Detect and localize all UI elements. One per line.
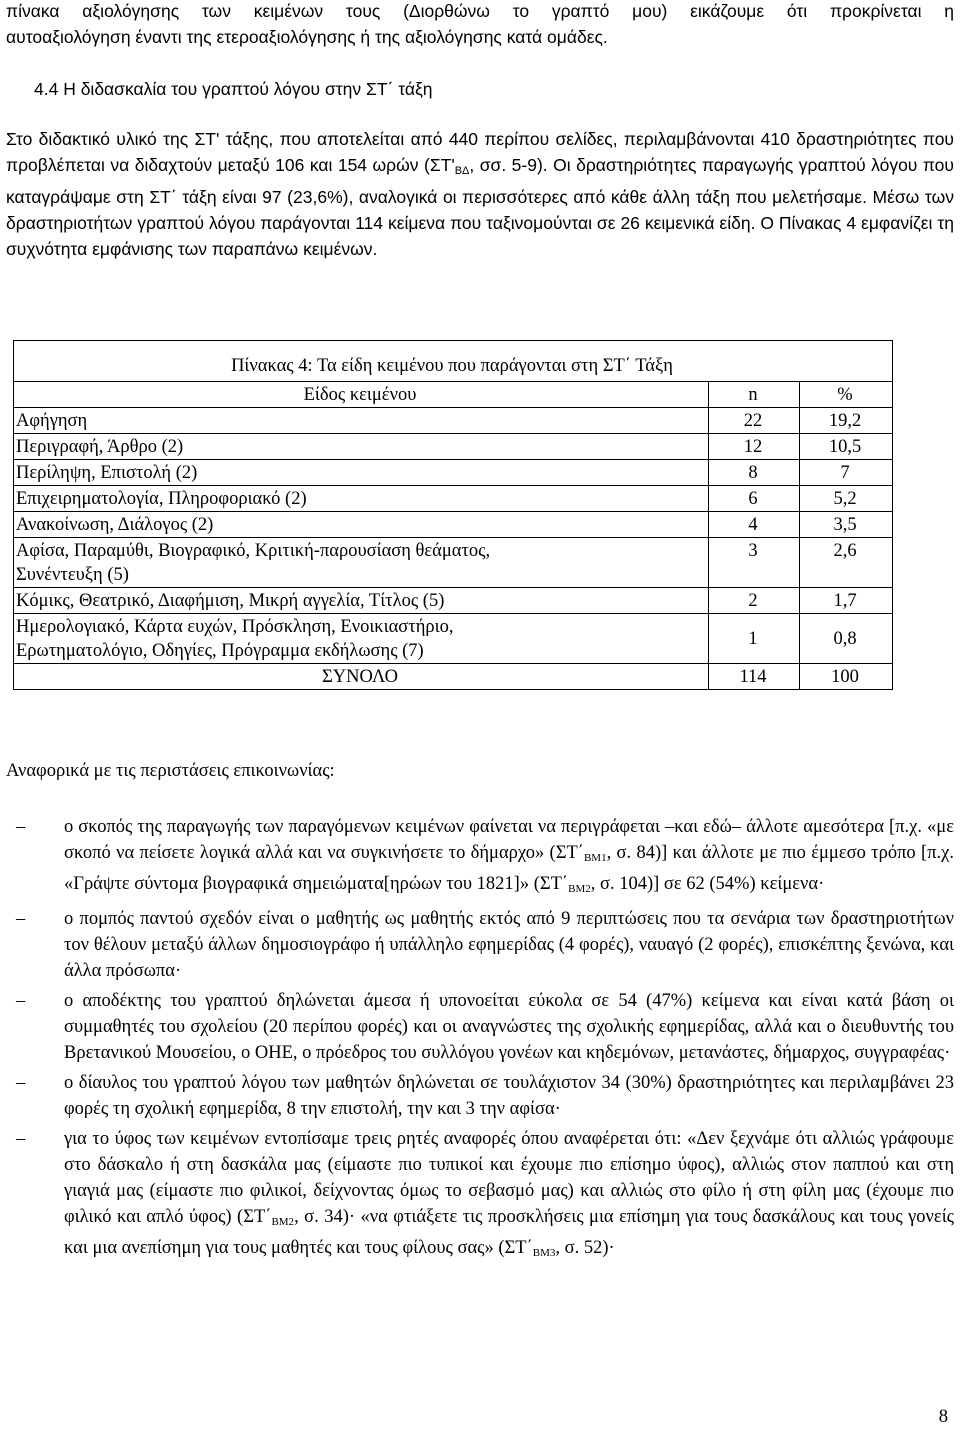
cell-percent: 7 xyxy=(800,460,893,486)
section-heading: 4.4 Η διδασκαλία του γραπτού λόγου στην ΣΤ΄ τάξη xyxy=(34,79,433,99)
cell-n: 6 xyxy=(709,486,800,512)
cell-type: Αφήγηση xyxy=(14,408,709,434)
references-heading: Αναφορικά με τις περιστάσεις επικοινωνίας: xyxy=(6,761,335,781)
cell-type: Επιχειρηματολογία, Πληροφοριακό (2) xyxy=(14,486,709,512)
table-row xyxy=(14,538,893,588)
cell-type: Κόμικς, Θεατρικό, Διαφήμιση, Μικρή αγγελία, Τίτλος (5) xyxy=(14,588,709,614)
table-row xyxy=(14,408,893,434)
dash-bullet: – xyxy=(16,817,26,837)
cell-n: 22 xyxy=(709,408,800,434)
list-item xyxy=(6,988,954,1066)
table-row xyxy=(14,460,893,486)
table-row xyxy=(14,434,893,460)
cell-n: 12 xyxy=(709,434,800,460)
cell-n: 1 xyxy=(709,614,800,664)
list-item-text: ο δίαυλος του γραπτού λόγου των μαθητών δηλώνεται σε τουλάχιστον 34 (30%) δραστηριότητες και περιλαμβάνει 23 φορές τη σχολική εφημερίδα, 8 την επιστολή, την και 3 την αφίσα· xyxy=(64,1073,954,1119)
cell-n: 3 xyxy=(709,538,800,588)
list-item-subscript: ΒΜ2 xyxy=(568,883,591,895)
table-row xyxy=(14,614,893,664)
intro-paragraph xyxy=(6,126,954,262)
cell-percent: 3,5 xyxy=(800,512,893,538)
total-label: ΣΥΝΟΛΟ xyxy=(14,664,709,690)
list-item-text: για το ύφος των κειμένων εντοπίσαμε τρεις ρητές αναφορές όπου αναφέρεται ότι: «Δεν ξεχνάμε ότι αλλιώς γράφουμε στο δάσκαλο ή στη δασκάλα μας (είμαστε πιο τυπικοί και έχουμε πιο επίσημο ύφος), αλλιώς στον παππού και στη γιαγιά μας (είμαστε πιο φιλικοί, δείχνοντας όμως το σεβασμό μας) και αλλιώς στο φίλο ή στη φίλη μας (έχουμε πιο φιλικό και απλό ύφος) (ΣΤ΄ xyxy=(64,1129,954,1227)
dash-bullet: – xyxy=(16,991,26,1011)
intro-subscript: ΒΔ xyxy=(454,165,470,177)
list-item-text: ο αποδέκτης του γραπτού δηλώνεται άμεσα ή υπονοείται εύκολα σε 54 (47%) κείμενα και είναι κατά βάση οι συμμαθητές του σχολείου (20 περίπου φορές) και οι αναγνώστες της σχολικής εφημερίδας, αλλά και ο διευθυντής του Βρετανικού Μουσείου, ο ΟΗΕ, ο πρόεδρος του συλλόγου γονέων και κηδεμόνων, μετανάστες, δήμαρχος, συγγραφέας· xyxy=(64,991,954,1063)
dash-bullet: – xyxy=(16,909,26,929)
table-header-row xyxy=(14,382,893,408)
list-item-subscript: ΒΜ1 xyxy=(583,852,607,864)
list-item xyxy=(6,906,954,984)
header-percent: % xyxy=(800,382,893,408)
header-text-type: Είδος κειμένου xyxy=(14,382,709,408)
list-item-text: ο σκοπός της παραγωγής των παραγόμενων κειμένων φαίνεται να περιγράφεται –και εδώ– άλλοτε αμεσότερα [π.χ. «με σκοπό να πείσετε λογικά αλλά και να συγκινήσετε το δήμαρχο» (ΣΤ΄ xyxy=(64,817,954,863)
list-item-subscript: ΒΜ2 xyxy=(271,1216,295,1228)
list-item-text: , σ. 52)· xyxy=(555,1238,615,1258)
list-item-text: , σ. 84)] και άλλοτε με πιο έμμεσο τρόπο [π.χ. «Γράψτε σύντομα βιογραφικά σημειώματα[ηρώων του 1821]» (ΣΤ΄ xyxy=(64,843,954,894)
table-row xyxy=(14,588,893,614)
dash-bullet: – xyxy=(16,1129,26,1149)
cell-percent: 0,8 xyxy=(800,614,893,664)
list-item-text: , σ. 104)] σε 62 (54%) κείμενα· xyxy=(590,874,825,894)
total-percent: 100 xyxy=(800,664,893,690)
cell-n: 4 xyxy=(709,512,800,538)
cell-percent: 5,2 xyxy=(800,486,893,512)
list-item xyxy=(6,814,954,902)
top-paragraph-line2: αυτοαξιολόγηση έναντι της ετεροαξιολόγησης ή της αξιολόγησης κατά ομάδες. xyxy=(6,27,608,47)
text-types-table xyxy=(13,340,893,690)
table-row xyxy=(14,486,893,512)
cell-type: Ανακοίνωση, Διάλογος (2) xyxy=(14,512,709,538)
table-row xyxy=(14,512,893,538)
cell-type: Περίληψη, Επιστολή (2) xyxy=(14,460,709,486)
list-item-text: ο πομπός παντού σχεδόν είναι ο μαθητής ως μαθητής εκτός από 9 περιπτώσεις που τα σενάρια των δραστηριοτήτων τον θέλουν μεταξύ άλλων δημοσιογράφο ή υπάλληλο εφημερίδας (4 φορές), ναυαγό (2 φορές), επισκέπτης ξενώνα, και άλλα πρόσωπα· xyxy=(64,909,954,981)
top-paragraph-line1: πίνακα αξιολόγησης των κειμένων τους (Διορθώνω το γραπτό μου) εικάζουμε ότι προκρίνεται η xyxy=(6,1,954,21)
cell-percent: 2,6 xyxy=(800,538,893,588)
list-item xyxy=(6,1126,954,1266)
page-number: 8 xyxy=(938,1407,948,1427)
table-total-row xyxy=(14,664,893,690)
cell-type: Περιγραφή, Άρθρο (2) xyxy=(14,434,709,460)
cell-type: Αφίσα, Παραμύθι, Βιογραφικό, Κριτική-παρουσίαση θεάματος, Συνέντευξη (5) xyxy=(14,538,709,588)
table-caption-row xyxy=(14,341,893,382)
circumstances-list xyxy=(6,814,954,1270)
cell-n: 8 xyxy=(709,460,800,486)
header-n: n xyxy=(709,382,800,408)
cell-type: Ημερολογιακό, Κάρτα ευχών, Πρόσκληση, Ενοικιαστήριο, Ερωτηματολόγιο, Οδηγίες, Πρόγραμμα εκδήλωσης (7) xyxy=(14,614,709,664)
cell-percent: 19,2 xyxy=(800,408,893,434)
intro-text-1: Στο διδακτικό υλικό της ΣΤ' τάξης, που αποτελείται από 440 περίπου σελίδες, περιλαμβάνονται 410 δραστηριότητες που προβλέπεται να διδαχτούν μεταξύ 106 και 154 ωρών (ΣΤ' xyxy=(6,129,954,175)
cell-n: 2 xyxy=(709,588,800,614)
list-item-subscript: ΒΜ3 xyxy=(532,1247,556,1259)
total-n: 114 xyxy=(709,664,800,690)
top-paragraph xyxy=(6,0,954,50)
table-caption: Πίνακας 4: Τα είδη κειμένου που παράγονται στη ΣΤ΄ Τάξη xyxy=(14,341,893,382)
list-item xyxy=(6,1070,954,1122)
list-item-text: , σ. 34)· «να φτιάξετε τις προσκλήσεις μια επίσημη για τους δασκάλους και τους γονείς και μια ανεπίσημη για τους μαθητές και τους φίλους σας» (ΣΤ΄ xyxy=(64,1207,954,1258)
cell-percent: 1,7 xyxy=(800,588,893,614)
cell-percent: 10,5 xyxy=(800,434,893,460)
intro-text-2: , σσ. 5-9). Οι δραστηριότητες παραγωγής γραπτού λόγου που καταγράψαμε στη ΣΤ΄ τάξη είναι 97 (23,6%), αναλογικά οι περισσότερες από κάθε άλλη τάξη που μελετήσαμε. Μέσω των δραστηριοτήτων γραπτού λόγου παράγονται 114 κείμενα που ταξινομούνται σε 26 κειμενικά είδη. Ο Πίνακας 4 εμφανίζει τη συχνότητα εμφάνισης των παραπάνω κειμένων. xyxy=(6,155,954,259)
dash-bullet: – xyxy=(16,1073,26,1093)
